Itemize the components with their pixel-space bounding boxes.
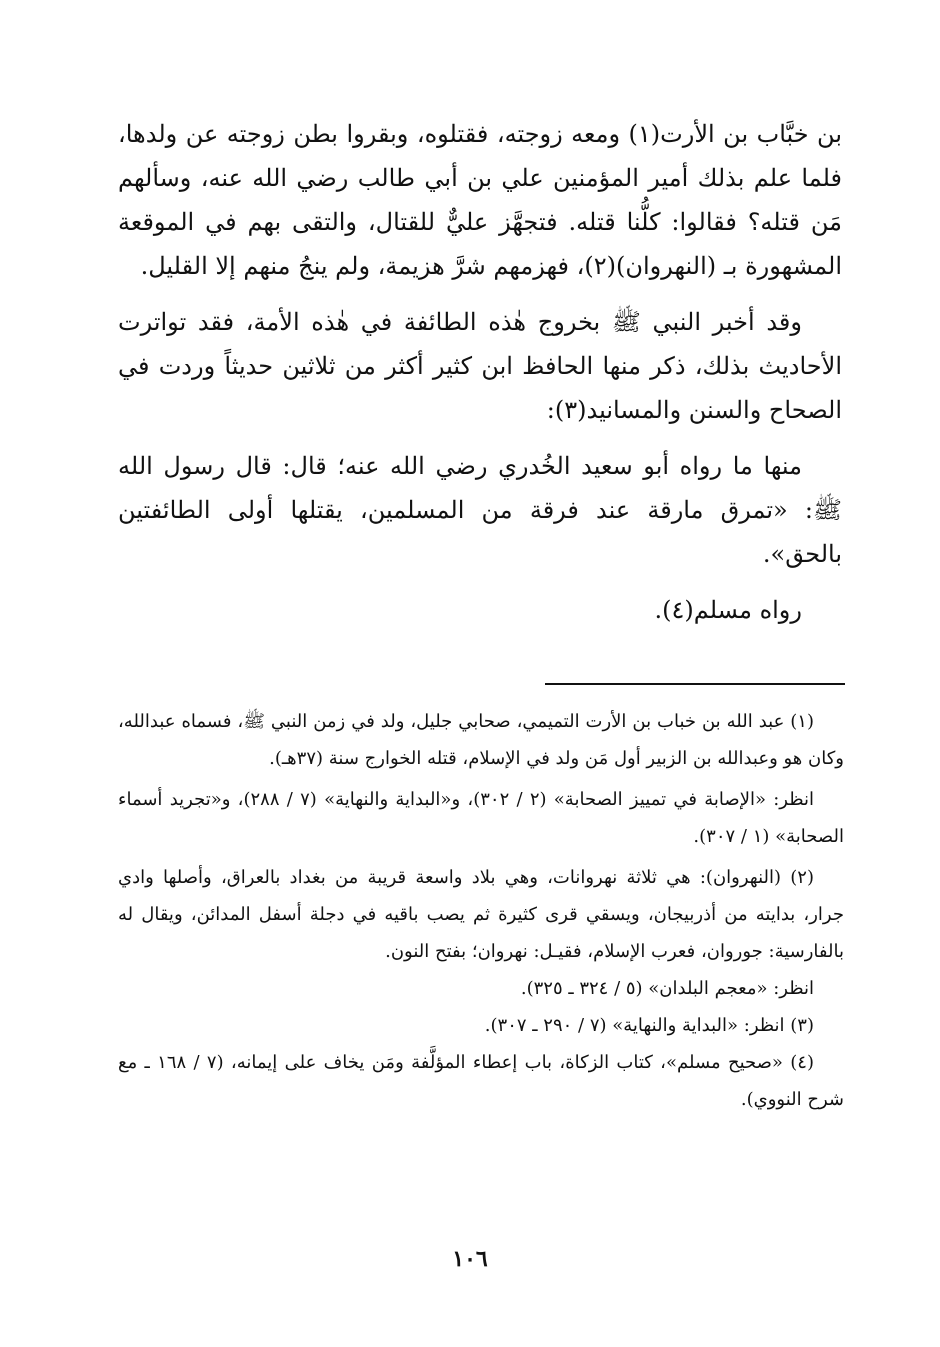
- footnote-2: (٢) (النهروان): هي ثلاثة نهروانات، وهي بلاد واسعة قريبة من بغداد بالعراق، وأصلها وادي جرار، بدايته من أذربيجان، ويسقي قرى كثيرة ثم يصب باقيه في دجلة أسفل المدائن، ويقال له بالفارسية: جوروان، فعرب الإسلام، فقيـل: نهروان؛ بفتح النون.: [118, 867, 844, 962]
- footnote-1-reference: انظر: «الإصابة في تمييز الصحابة» (٢ / ٣٠٢)، و«البداية والنهاية» (٧ / ٢٨٨)، و«تجريد أسماء الصحابة» (١ / ٣٠٧).: [118, 789, 844, 847]
- paragraph-4: رواه مسلم(٤).: [654, 596, 802, 624]
- page-number: ١٠٦: [452, 1246, 488, 1272]
- paragraph-2: وقد أخبر النبي ﷺ بخروج هٰذه الطائفة في هٰذه الأمة، فقد تواترت الأحاديث بذلك، ذكر منها الحافظ ابن كثير أكثر من ثلاثين حديثاً وردت في الصحاح والسنن والمسانيد(٣):: [118, 308, 842, 424]
- footnote-2-reference: انظر: «معجم البلدان» (٥ / ٣٢٤ ـ ٣٢٥).: [520, 978, 814, 999]
- footnotes: [118, 703, 844, 1118]
- footnote-4: (٤) «صحيح مسلم»، كتاب الزكاة، باب إعطاء المؤلَّفة ومَن يخاف على إيمانه، (٧ / ١٦٨ ـ مع شرح النووي).: [118, 1052, 844, 1110]
- paragraph-1: بن خبَّاب بن الأرت(١) ومعه زوجته، فقتلوه، وبقروا بطن زوجته عن ولدها، فلما علم بذلك أمير المؤمنين علي بن أبي طالب رضي الله عنه، وسألهم مَن قتله؟ فقالوا: كلُّنا قتله. فتجهَّز عليٌّ للقتال، والتقى بهم في الموقعة المشهورة بـ (النهروان)(٢)، فهزمهم شرَّ هزيمة، ولم ينجُ منهم إلا القليل.: [118, 120, 842, 280]
- paragraph-3: منها ما رواه أبو سعيد الخُدري رضي الله عنه؛ قال: قال رسول الله ﷺ: «تمرق مارقة عند فرقة من المسلمين، يقتلها أولى الطائفتين بالحق».: [118, 452, 842, 568]
- footnote-1: (١) عبد الله بن خباب بن الأرت التميمي، صحابي جليل، ولد في زمن النبي ﷺ، فسماه عبدالله، وكان هو وعبدالله بن الزبير أول مَن ولد في الإسلام، قتله الخوارج سنة (٣٧هـ).: [118, 711, 844, 769]
- footnote-3: (٣) انظر: «البداية والنهاية» (٧ / ٢٩٠ ـ ٣٠٧).: [484, 1015, 814, 1036]
- footnote-separator: [545, 683, 845, 685]
- main-text: [118, 112, 842, 632]
